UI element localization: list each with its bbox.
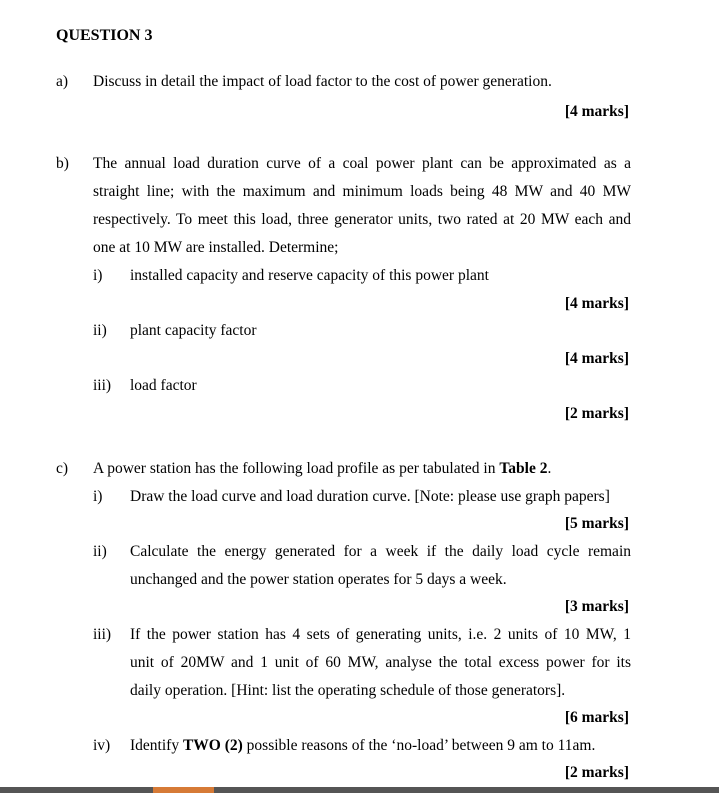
part-c-item-number: i) (93, 488, 103, 505)
question-heading: QUESTION 3 (56, 27, 153, 44)
part-c-item-marks: [5 marks] (564, 515, 629, 532)
part-b-item-marks: [4 marks] (564, 350, 629, 367)
part-c-item-marks: [2 marks] (564, 764, 629, 781)
part-c-item-text-pre: Identify (130, 737, 180, 754)
part-c-item-marks: [3 marks] (564, 598, 629, 615)
part-c-item-number: iv) (93, 737, 111, 754)
part-c-item-text: unit of 20MW and 1 unit of 60 MW, analyse the total excess power for its (130, 654, 631, 671)
part-b-item-marks: [4 marks] (564, 295, 629, 312)
table-reference: Table 2 (499, 460, 548, 477)
part-b-item-text: load factor (130, 377, 197, 394)
part-c-item-text: If the power station has 4 sets of generating units, i.e. 2 units of 10 MW, 1 (130, 626, 631, 643)
part-a-text: Discuss in detail the impact of load factor to the cost of power generation. (93, 73, 552, 90)
part-c-item-text: unchanged and the power station operates for 5 days a week. (130, 571, 507, 588)
bottom-bar (0, 787, 719, 793)
part-b-item-number: ii) (93, 322, 107, 339)
part-c-item-text-post: possible reasons of the ‘no-load’ between 9 am to 11am. (246, 737, 596, 754)
part-b-item-marks: [2 marks] (564, 405, 629, 422)
part-b-item-text: installed capacity and reserve capacity of this power plant (130, 267, 489, 284)
part-c-item-marks: [6 marks] (564, 709, 629, 726)
part-c-item-number: ii) (93, 543, 107, 560)
part-c-item-text: Draw the load curve and load duration curve. [Note: please use graph papers] (130, 488, 610, 505)
bottom-accent (153, 787, 214, 793)
part-b-line-1: The annual load duration curve of a coal power plant can be approximated as a (93, 155, 631, 172)
part-c-item-number: iii) (93, 626, 112, 643)
part-b-line-2: straight line; with the maximum and minimum loads being 48 MW and 40 MW (93, 183, 631, 200)
part-c-intro-text: A power station has the following load profile as per tabulated in (93, 460, 496, 477)
part-b-item-number: i) (93, 267, 103, 284)
part-c-item-text (130, 738, 595, 754)
part-a-marks: [4 marks] (564, 103, 629, 120)
part-b-item-number: iii) (93, 377, 112, 394)
part-c-item-text: Calculate the energy generated for a week if the daily load cycle remain (130, 543, 631, 560)
part-c-intro-end: . (547, 460, 552, 477)
part-b-item-text: plant capacity factor (130, 322, 257, 339)
emphasis-count: TWO (2) (182, 737, 243, 754)
part-a-label: a) (56, 73, 69, 90)
part-b-line-4: one at 10 MW are installed. Determine; (93, 239, 339, 256)
part-c-intro (93, 461, 551, 477)
part-b-line-3: respectively. To meet this load, three generator units, two rated at 20 MW each and (93, 211, 631, 228)
part-c-label: c) (56, 460, 69, 477)
part-c-item-text: daily operation. [Hint: list the operating schedule of those generators]. (130, 682, 566, 699)
part-b-label: b) (56, 155, 69, 172)
